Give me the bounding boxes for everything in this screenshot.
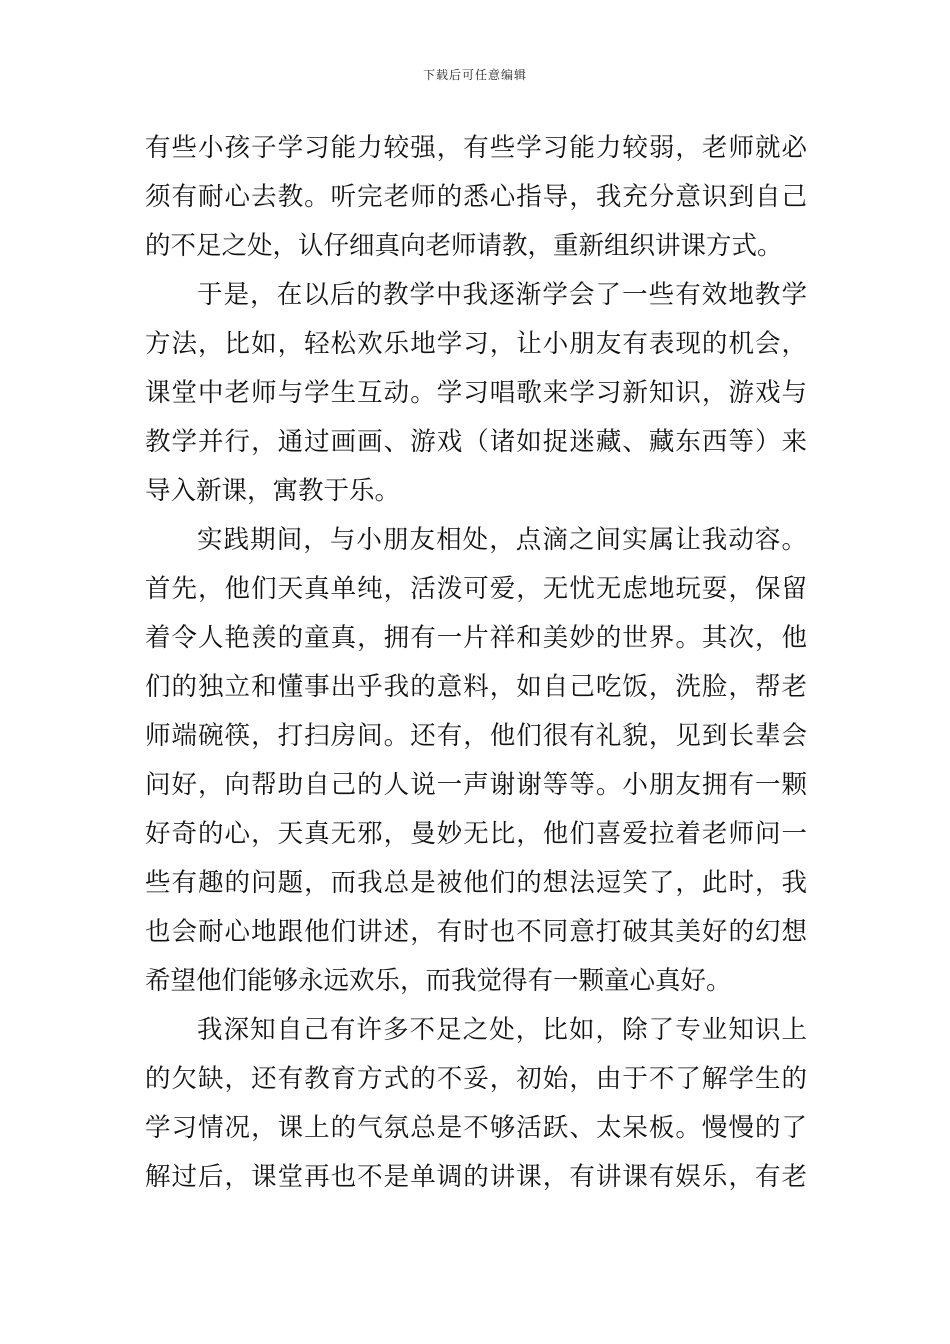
text-line: 的不足之处，认仔细真向老师请教，重新组织讲课方式。	[145, 231, 783, 261]
text-line: 方法，比如，轻松欢乐地学习，让小朋友有表现的机会，	[145, 329, 807, 359]
body-text	[145, 124, 807, 1202]
paragraph	[145, 1006, 807, 1202]
text-line: 着令人艳羡的童真，拥有一片祥和美妙的世界。其次，他	[145, 623, 807, 653]
text-line: 希望他们能够永远欢乐，而我觉得有一颗童心真好。	[145, 966, 732, 996]
text-line: 们的独立和懂事出乎我的意料，如自己吃饭，洗脸，帮老	[145, 672, 807, 702]
text-line: 首先，他们天真单纯，活泼可爱，无忧无虑地玩耍，保留	[145, 574, 807, 604]
text-line: 导入新课，寓教于乐。	[145, 476, 401, 506]
text-line: 师端碗筷，打扫房间。还有，他们很有礼貌，见到长辈会	[145, 721, 807, 751]
text-line: 我深知自己有许多不足之处，比如，除了专业知识上	[197, 1015, 807, 1045]
text-line: 于是，在以后的教学中我逐渐学会了一些有效地教学	[197, 280, 807, 310]
text-line: 课堂中老师与学生互动。学习唱歌来学习新知识，游戏与	[145, 378, 807, 408]
paragraph	[145, 516, 807, 1006]
text-line: 须有耐心去教。听完老师的悉心指导，我充分意识到自己	[145, 182, 807, 212]
text-line: 学习情况，课上的气氛总是不够活跃、太呆板。慢慢的了	[145, 1113, 807, 1143]
text-line: 解过后，课堂再也不是单调的讲课，有讲课有娱乐，有老	[145, 1162, 807, 1192]
text-line: 些有趣的问题，而我总是被他们的想法逗笑了，此时，我	[145, 868, 807, 898]
page-header: 下载后可任意编辑	[422, 68, 527, 82]
text-line: 教学并行，通过画画、游戏（诸如捉迷藏、藏东西等）来	[145, 427, 807, 457]
text-line: 实践期间，与小朋友相处，点滴之间实属让我动容。	[197, 525, 807, 555]
text-line: 有些小孩子学习能力较强，有些学习能力较弱，老师就必	[145, 133, 807, 163]
text-line: 也会耐心地跟他们讲述，有时也不同意打破其美好的幻想	[145, 917, 807, 947]
text-line: 的欠缺，还有教育方式的不妥，初始，由于不了解学生的	[145, 1064, 807, 1094]
paragraph	[145, 124, 807, 271]
text-line: 好奇的心，天真无邪，曼妙无比，他们喜爱拉着老师问一	[145, 819, 807, 849]
paragraph	[145, 271, 807, 516]
text-line: 问好，向帮助自己的人说一声谢谢等等。小朋友拥有一颗	[145, 770, 807, 800]
